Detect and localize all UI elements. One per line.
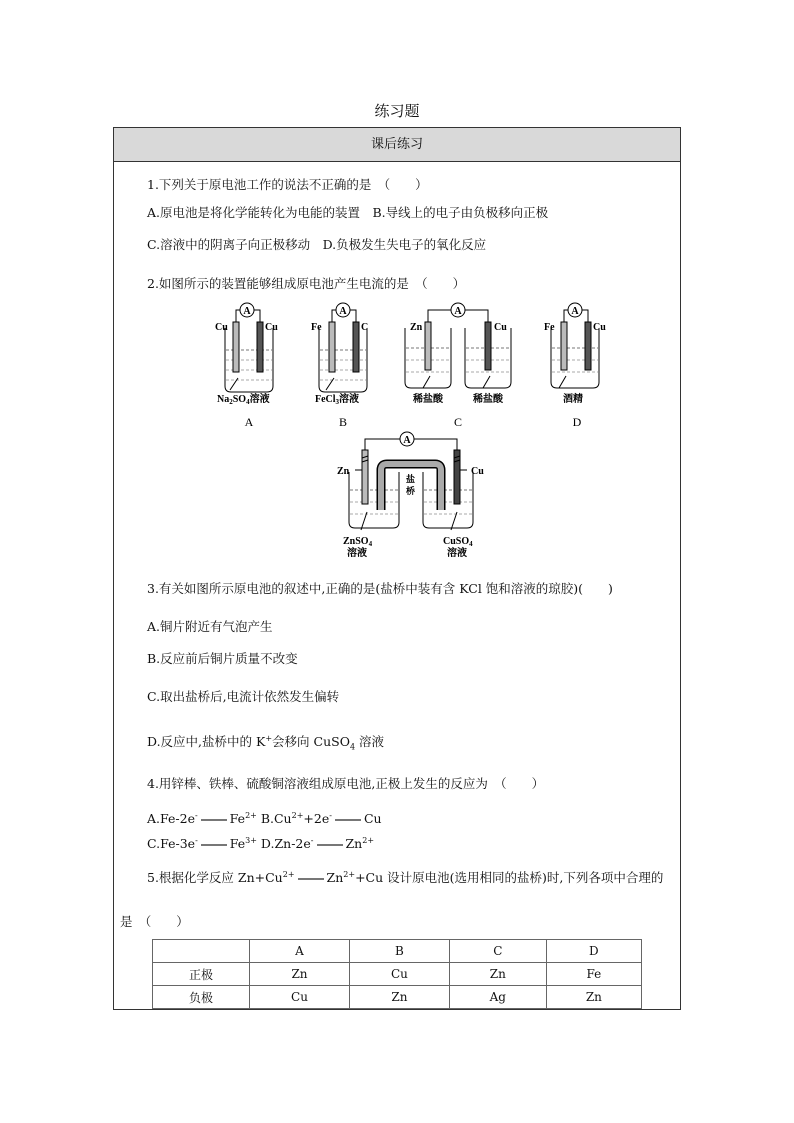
device-a-solution: $Na_2SO_4$溶液	[217, 394, 270, 406]
question-5-table	[152, 939, 642, 1009]
device-d-solution: 酒精	[563, 394, 583, 405]
left-solution: ZnSO$_4$	[343, 536, 373, 548]
right-electrode: Cu	[471, 466, 484, 477]
svg-text:C: C	[453, 415, 463, 429]
left-electrode: Zn	[337, 466, 350, 477]
question-4-stem: 4.用锌棒、铁棒、硫酸铜溶液组成原电池,正极上发生的反应为 （ ）	[147, 776, 545, 791]
table-cell: Zn	[449, 963, 546, 986]
svg-text:D: D	[572, 415, 582, 429]
right-solution-word: 溶液	[447, 548, 467, 559]
table-cell: D	[546, 940, 641, 963]
question-3-option-b: B.反应前后铜片质量不改变	[147, 651, 298, 666]
device-d-right-electrode: Cu	[593, 322, 606, 333]
device-d	[544, 303, 606, 429]
ammeter-label: A	[403, 435, 411, 446]
table-cell: 负极	[153, 986, 250, 1009]
table-cell: C	[449, 940, 546, 963]
device-a-letter: A	[244, 415, 254, 429]
table-cell: Zn	[349, 986, 449, 1009]
table-cell: Cu	[250, 986, 350, 1009]
question-4-options-cd: C.Fe-3e- $Fe^{3+}$ D.Zn-2e- $Zn^{2+}$	[147, 836, 375, 852]
device-c-right-electrode: Cu	[494, 322, 507, 333]
section-header: 课后练习	[114, 128, 680, 162]
device-b-left-electrode: Fe	[311, 322, 322, 333]
device-c	[405, 303, 511, 429]
table-cell: Zn	[250, 963, 350, 986]
right-solution: CuSO$_4$	[443, 536, 473, 548]
device-b-solution: FeCl$_3$溶液	[315, 394, 360, 406]
question-1-options-ab: A.原电池是将化学能转化为电能的装置 B.导线上的电子由负极移向正极	[147, 205, 549, 220]
question-3-option-d: D.反应中,盐桥中的 K+会移向 CuSO$_4$ 溶液	[147, 733, 385, 752]
device-b	[311, 303, 368, 429]
table-cell: Zn	[546, 986, 641, 1009]
question-3-stem: 3.有关如图所示原电池的叙述中,正确的是(盐桥中装有含 KCl 饱和溶液的琼胶)( )	[147, 581, 613, 596]
device-a-left-electrode: Cu	[215, 322, 228, 333]
question-5-stem-cont: 是 （ ）	[120, 914, 189, 929]
left-solution-word: 溶液	[347, 548, 367, 559]
svg-text:A: A	[571, 306, 579, 317]
table-cell: B	[349, 940, 449, 963]
page-title: 练习题	[374, 102, 420, 120]
table-cell: Cu	[349, 963, 449, 986]
salt-bridge-label-1: 盐	[406, 474, 416, 484]
table-row	[153, 986, 642, 1009]
device-b-right-electrode: C	[361, 322, 369, 333]
table-header-row	[153, 940, 642, 963]
figure-four-cells	[205, 298, 625, 434]
table-cell: A	[250, 940, 350, 963]
question-3-option-c: C.取出盐桥后,电流计依然发生偏转	[147, 689, 340, 704]
device-a	[215, 303, 278, 429]
svg-text:A: A	[339, 306, 347, 317]
table-cell: Ag	[449, 986, 546, 1009]
table-cell	[153, 940, 250, 963]
device-c-right-solution: 稀盐酸	[473, 394, 503, 405]
question-1-stem: 1.下列关于原电池工作的说法不正确的是 （ ）	[147, 177, 428, 192]
table-cell: 正极	[153, 963, 250, 986]
svg-text:B: B	[338, 415, 348, 429]
device-c-left-electrode: Zn	[410, 322, 423, 333]
device-a-right-electrode: Cu	[265, 322, 278, 333]
svg-text:A: A	[454, 306, 462, 317]
ammeter-a-label: A	[243, 306, 251, 317]
salt-bridge-label-2: 桥	[406, 486, 416, 496]
question-3-option-a: A.铜片附近有气泡产生	[147, 619, 273, 634]
device-c-left-solution: 稀盐酸	[413, 394, 443, 405]
question-5-stem: 5.根据化学反应 $Zn+Cu^{2+}$ $Zn^{2+}+Cu$ 设计原电池(选用相同的盐桥)时,下列各项中合理的	[147, 869, 664, 885]
table-row	[153, 963, 642, 986]
device-d-left-electrode: Fe	[544, 322, 555, 333]
question-2-stem: 2.如图所示的装置能够组成原电池产生电流的是 （ ）	[147, 276, 466, 291]
question-4-options-ab: A.Fe-2e- $Fe^{2+}$ $B.Cu^{2+}+2e^-$ Cu	[147, 811, 382, 827]
question-1-options-cd: C.溶液中的阴离子向正极移动 D.负极发生失电子的氧化反应	[147, 237, 487, 252]
table-cell: Fe	[546, 963, 641, 986]
figure-salt-bridge-cell	[335, 430, 495, 562]
